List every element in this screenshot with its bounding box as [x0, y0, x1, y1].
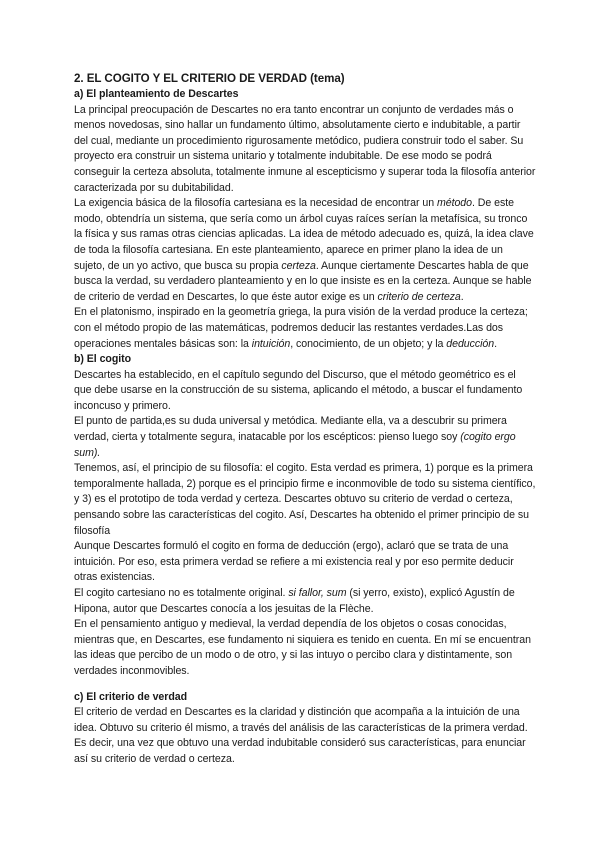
text-run: . De este modo, obtendría un sistema, que sería como un árbol cuyas raíces serían la metafísica, su tronco la física y sus ramas otras ciencias aplicadas. La idea de método adecuado es, quizá, la idea clave de toda la filosofía cartesiana. En este planteamiento, aparece en primer plano la idea de un sujeto, de un yo activo, que busca su propia: [74, 197, 534, 272]
document-title: 2. EL COGITO Y EL CRITERIO DE VERDAD (tema): [74, 72, 345, 85]
section-c-heading: c) El criterio de verdad: [74, 690, 188, 703]
section-b-paragraph-3: Tenemos, así, el principio de su filosofía: el cogito. Esta verdad es primera, 1) porque es la primera temporalmente hallada, 2) porque es el principio firme e inconmovible de todo su sistema científico, y 3) es el prototipo de toda verdad y certeza. Descartes obtuvo su criterio de verdad o certeza, pensando sobre las características del cogito. Así, Descartes ha obtenido el primer principio de su filosofía: [74, 462, 536, 537]
emphasis-si-fallor-sum: si fallor, sum: [288, 587, 347, 599]
text-run: (si yerro, existo), explicó Agustín de Hipona, autor que Descartes conocía a los jesuitas de la Flèche.: [74, 587, 515, 615]
section-b-paragraph-2: [74, 414, 536, 461]
emphasis-intuicion: intuición: [251, 337, 291, 350]
section-c-paragraph-1: El criterio de verdad en Descartes es la claridad y distinción que acompaña a la intuición de una idea. Obtuvo su criterio él mismo, a través del análisis de las características de la primera verdad. Es decir, una vez que obtuvo una verdad indubitable consideró sus características, para enunciar así su criterio de verdad o certeza.: [74, 706, 528, 765]
section-b-paragraph-1: Descartes ha establecido, en el capítulo segundo del Discurso, que el método geométrico es el que debe usarse en la construcción de su sistema, aplicando el método, a buscar el fundamento inconcuso y primero.: [74, 368, 523, 412]
section-b-heading: b) El cogito: [74, 353, 132, 366]
emphasis-deduccion: deducción: [446, 337, 495, 350]
section-b-paragraph-6: En el pensamiento antiguo y medieval, la verdad dependía de los objetos o cosas conocidas, mientras que, en Descartes, ese fundamento ni siquiera es tenido en cuenta. En mí se encuentran las ideas que percibo de un modo o de otro, y si las intuyo o percibo clara y distintamente, son verdades inconmovibles.: [74, 618, 531, 677]
section-b-paragraph-5: [74, 586, 536, 617]
emphasis-metodo: método: [436, 197, 472, 210]
text-run: La exigencia básica de la filosofía cartesiana es la necesidad de encontrar un: [74, 197, 437, 210]
emphasis-certeza: certeza: [281, 259, 316, 272]
section-a-paragraph-3: [74, 305, 536, 352]
emphasis-criterio-de-certeza: criterio de certeza: [377, 290, 461, 303]
text-run: .: [460, 290, 464, 303]
text-run: .: [494, 337, 498, 350]
text-run: En el platonismo, inspirado en la geometría griega, la pura visión de la verdad produce la certeza; con el método propio de las matemáticas, podremos deducir las restantes verdades.Las dos operaciones mentales básicas son: la: [74, 306, 528, 350]
text-run: , conocimiento, de un objeto; y la: [290, 337, 447, 350]
section-a-paragraph-1: La principal preocupación de Descartes no era tanto encontrar un conjunto de verdades más o menos novedosas, sino hallar un fundamento último, absolutamente cierto e indubitable, a partir del cual, mediante un procedimiento rigurosamente metódico, pudiera construir todo el saber. Su proyecto era construir un sistema unitario y totalmente indubitable. De ese modo se podrá conseguir la certeza absoluta, totalmente inmune al escepticismo y superar toda la filosofía anterior caracterizada por su dubitabilidad.: [74, 103, 536, 194]
section-a-heading: a) El planteamiento de Descartes: [74, 88, 239, 100]
text-run: El cogito cartesiano no es totalmente original.: [74, 587, 289, 599]
text-run: El punto de partida,es su duda universal y metódica. Mediante ella, va a descubrir su primera verdad, cierta y totalmente segura, inatacable por los escépticos: pienso luego soy: [74, 415, 507, 444]
emphasis-cogito-ergo-sum: (cogito ergo sum).: [74, 431, 516, 459]
section-b-paragraph-4: Aunque Descartes formuló el cogito en forma de deducción (ergo), aclaró que se trata de una intuición. Por eso, esta primera verdad se refiere a mi existencia real y por eso permite deducir otras existencias.: [74, 540, 514, 584]
section-spacer: [74, 680, 536, 690]
document-page: [74, 71, 536, 768]
text-run: . Aunque ciertamente Descartes habla de que busca la verdad, su verdadero planteamiento y en lo que insiste es en la certeza. Aunque se hable de criterio de verdad en Descartes, lo que éste autor exige es un: [74, 259, 532, 303]
section-a-paragraph-2: [74, 196, 536, 305]
